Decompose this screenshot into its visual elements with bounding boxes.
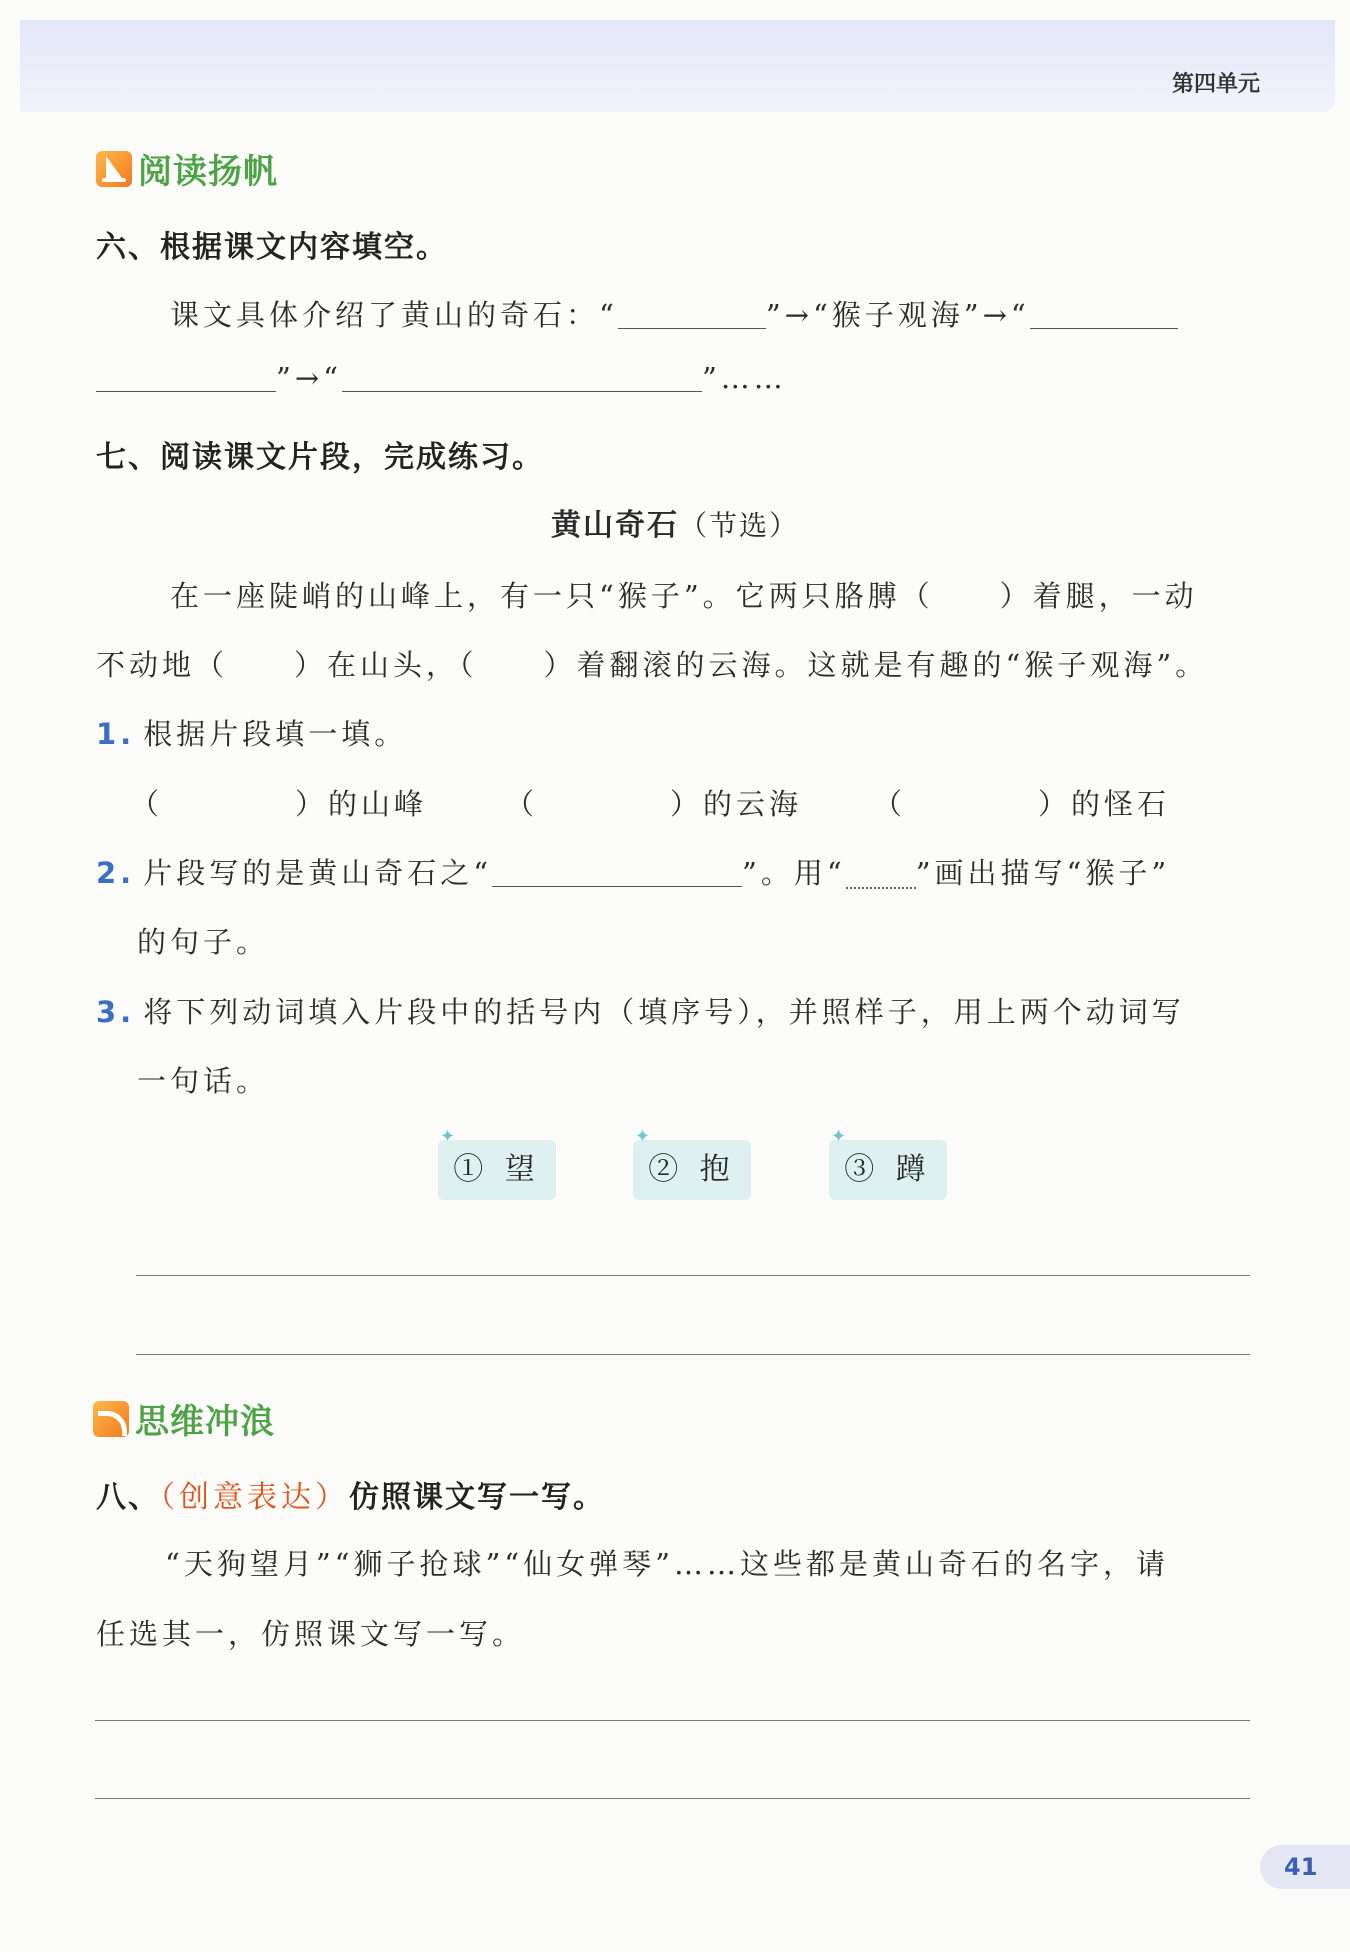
unit-label: 第四单元: [1171, 72, 1260, 97]
question-7-item-2-cont: 的句子。: [137, 925, 270, 959]
question-8-line-2: 任选其一，仿照课文写一写。: [96, 1617, 526, 1651]
question-7-heading: 七、阅读课文片段，完成练习。: [96, 440, 544, 475]
question-7-item-2: [96, 851, 1170, 892]
sailboat-icon: [96, 151, 132, 187]
verb-chip-1[interactable]: [438, 1126, 556, 1200]
text-segment: 课文具体介绍了黄山的奇石：“: [170, 298, 618, 332]
question-6-line-1: [170, 293, 1178, 334]
item-text: 根据片段填一填。: [143, 717, 408, 751]
passage-title: [0, 500, 1350, 544]
sparkle-icon: ✦: [440, 1126, 456, 1147]
section-reading-header: [96, 144, 278, 193]
passage-line-1: 在一座陡峭的山峰上，有一只“猴子”。它两只胳膊（ ）着腿，一动: [170, 579, 1198, 613]
chip-label: ① 望: [453, 1152, 541, 1187]
answer-line[interactable]: [136, 1354, 1250, 1355]
text-segment: ”→“: [276, 361, 342, 395]
question-6-line-2: [96, 361, 787, 395]
section-title: 思维冲浪: [135, 1402, 275, 1442]
chip-label: ② 抱: [648, 1152, 736, 1187]
heading-text: 仿照课文写一写。: [349, 1480, 605, 1515]
item-text: ”。用“: [742, 856, 846, 890]
page-number: 41: [1260, 1845, 1350, 1889]
answer-line[interactable]: [95, 1720, 1250, 1721]
fill-blank[interactable]: [1030, 328, 1178, 329]
fill-blank[interactable]: [618, 328, 766, 329]
sparkle-icon: ✦: [635, 1126, 651, 1147]
question-6-heading: 六、根据课文内容填空。: [96, 230, 448, 265]
passage-subtitle: （节选）: [678, 509, 799, 542]
section-title: 阅读扬帆: [138, 152, 278, 192]
question-7-item-1: [96, 712, 407, 753]
creative-tag: （创意表达）: [160, 1480, 349, 1515]
fill-blank[interactable]: [96, 391, 276, 392]
fill-blank[interactable]: [492, 886, 742, 887]
verb-chip-2[interactable]: [633, 1126, 751, 1200]
fill-blank[interactable]: [342, 391, 702, 392]
answer-line[interactable]: [95, 1798, 1250, 1799]
heading-prefix: 八、: [96, 1480, 160, 1515]
question-7-item-3-cont: 一句话。: [137, 1064, 270, 1098]
text-segment: ”→“猴子观海”→“: [765, 298, 1030, 332]
item-number: 1.: [96, 717, 136, 751]
fill-phrase-3[interactable]: （ ）的怪石: [873, 787, 1171, 821]
answer-line[interactable]: [136, 1275, 1250, 1276]
fill-phrase-1[interactable]: （ ）的山峰: [130, 787, 428, 821]
item-text: ”画出描写“猴子”: [915, 856, 1171, 890]
question-8-heading: [96, 1472, 605, 1516]
question-7-item-3: [96, 990, 1185, 1031]
header-band: [20, 20, 1335, 112]
passage-title-text: 黄山奇石: [550, 508, 679, 543]
wave-icon: [93, 1401, 129, 1437]
fill-phrase-2[interactable]: （ ）的云海: [505, 787, 803, 821]
item-number: 2.: [96, 856, 136, 890]
chip-label: ③ 蹲: [844, 1152, 932, 1187]
section-thinking-header: [93, 1394, 275, 1443]
item-text: 将下列动词填入片段中的括号内（填序号），并照样子，用上两个动词写: [143, 995, 1185, 1029]
passage-line-2: 不动地（ ）在山头，（ ）着翻滚的云海。这就是有趣的“猴子观海”。: [96, 648, 1209, 682]
wavy-line-mark: [846, 887, 916, 889]
text-segment: ”……: [701, 361, 787, 395]
sparkle-icon: ✦: [831, 1126, 847, 1147]
item-text: 片段写的是黄山奇石之“: [143, 856, 493, 890]
item-number: 3.: [96, 995, 136, 1029]
verb-chip-3[interactable]: [829, 1126, 947, 1200]
question-8-line-1: “天狗望月”“狮子抢球”“仙女弹琴”……这些都是黄山奇石的名字，请: [165, 1547, 1169, 1581]
